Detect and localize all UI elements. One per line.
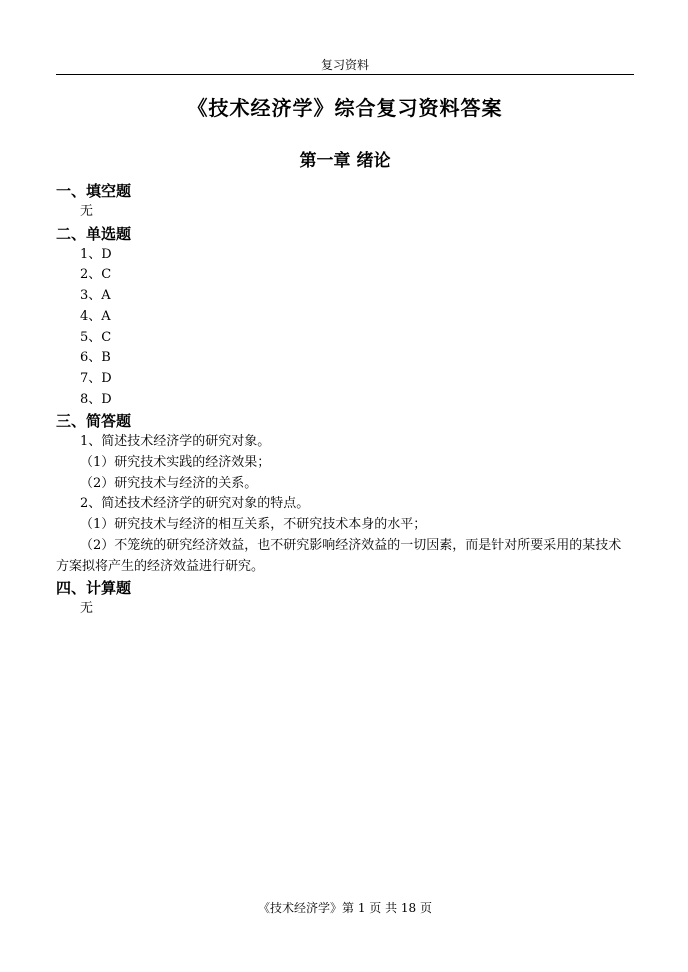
answer-2-1: （1）研究技术与经济的相互关系，不研究技术本身的水平； xyxy=(80,517,427,533)
answer-1-2: （2）研究技术与经济的关系。 xyxy=(80,475,258,491)
page-footer: 《技术经济学》第 1 页 共 18 页 xyxy=(258,901,432,915)
page-header: 复习资料 xyxy=(320,58,369,72)
document-title: 《技术经济学》综合复习资料答案 xyxy=(187,96,503,120)
list-item: 7、D xyxy=(80,370,112,386)
single-choice-list xyxy=(56,245,634,411)
question-1: 1、简述技术经济学的研究对象。 xyxy=(80,434,271,450)
section-heading-fill: 一、填空题 xyxy=(56,182,132,200)
list-item: 4、A xyxy=(80,308,111,324)
answer-1-1: （1）研究技术实践的经济效果； xyxy=(80,455,271,471)
section-heading-calc: 四、计算题 xyxy=(56,579,132,598)
chapter-title: 第一章 绪论 xyxy=(299,151,391,171)
calc-answer: 无 xyxy=(80,601,94,617)
answer-2-2: （2）不笼统的研究经济效益，也不研究影响经济效益的一切因素，而是针对所要采用的某技术方案拟将产生的经济效益进行研究。 xyxy=(56,537,622,574)
fill-answer: 无 xyxy=(80,204,94,219)
list-item: 3、A xyxy=(80,288,111,304)
document-body xyxy=(56,180,634,620)
list-item: 2、C xyxy=(80,267,112,283)
question-2: 2、简述技术经济学的研究对象的特点。 xyxy=(80,496,310,512)
section-heading-single: 二、单选题 xyxy=(56,224,132,243)
header-rule xyxy=(56,74,634,75)
section-heading-short: 三、简答题 xyxy=(56,412,132,431)
list-item: 1、D xyxy=(80,246,112,262)
list-item: 6、B xyxy=(80,350,111,366)
list-item: 8、D xyxy=(80,391,112,407)
list-item: 5、C xyxy=(80,329,112,345)
